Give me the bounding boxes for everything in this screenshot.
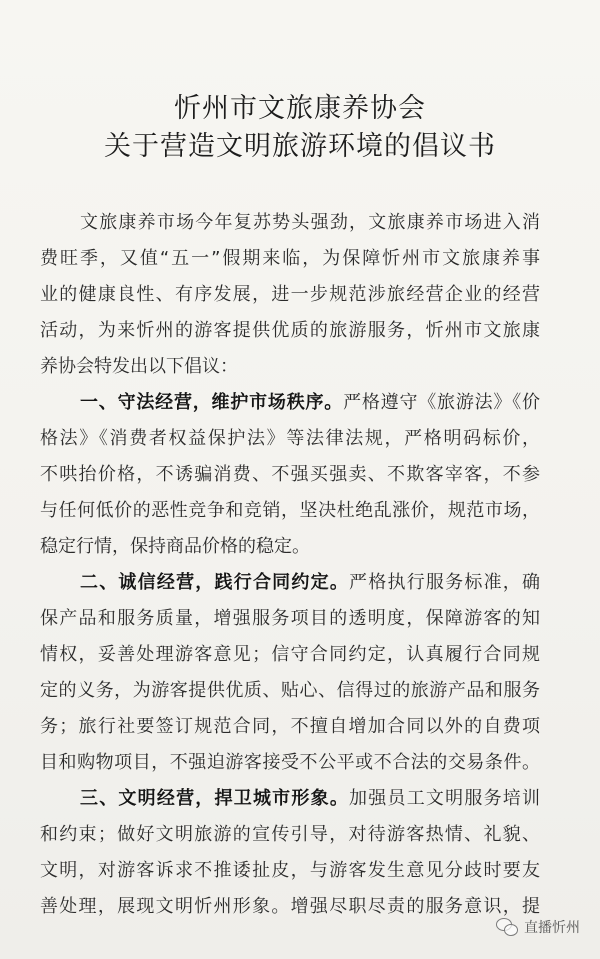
- watermark-text: 直播忻州: [524, 920, 580, 936]
- body-line: 目和购物项目，不强迫游客接受不公平或不合法的交易条件。: [40, 752, 540, 773]
- body-line: 定的义务，为游客提供优质、贴心、信得过的旅游产品和服务: [40, 680, 540, 701]
- body-line: 情权，妥善处理游客意见；信守合同约定，认真履行合同规: [40, 644, 540, 665]
- body-line: 活动，为来忻州的游客提供优质的旅游服务，忻州市文旅康: [40, 320, 540, 341]
- section-3-rest: 加强员工文明服务培训: [349, 788, 541, 809]
- watermark: [496, 917, 580, 937]
- document-title-line2: 关于营造文明旅游环境的倡议书: [104, 131, 496, 162]
- body-line: 文旅康养市场今年复苏势头强劲，文旅康养市场进入消: [80, 212, 540, 233]
- section-1-heading: 一、守法经营，维护市场秩序。: [80, 392, 344, 413]
- body-line: 费旺季，又值“五一”假期来临，为保障忻州市文旅康养事: [40, 248, 540, 269]
- section-2-heading: 二、诚信经营，践行合同约定。: [80, 572, 350, 593]
- section-2-rest: 严格执行服务标准，确: [349, 572, 541, 593]
- section-1-line: [80, 392, 540, 414]
- wechat-icon: [496, 918, 518, 936]
- body-line: 与任何低价的恶性竞争和竞销，坚决杜绝乱涨价，规范市场，: [40, 500, 540, 521]
- body-line: 业的健康良性、有序发展，进一步规范涉旅经营企业的经营: [40, 284, 540, 305]
- body-line: 养协会特发出以下倡议：: [40, 356, 238, 377]
- section-3-heading: 三、文明经营，捍卫城市形象。: [80, 788, 350, 809]
- body-line: 稳定行情，保持商品价格的稳定。: [40, 536, 310, 557]
- body-line: 不哄抬价格，不诱骗消费、不强买强卖、不欺客宰客，不参: [40, 464, 540, 485]
- body-line: 保产品和服务质量，增强服务项目的透明度，保障游客的知: [40, 608, 540, 629]
- section-3-line: [80, 788, 540, 810]
- section-1-rest: 严格遵守《旅游法》《价: [343, 392, 541, 413]
- document-title-line1: 忻州市文旅康养协会: [174, 93, 426, 124]
- section-2-line: [80, 572, 540, 594]
- body-line: 文明，对游客诉求不推诿扯皮，与游客发生意见分歧时要友: [40, 860, 540, 881]
- body-line: 和约束；做好文明旅游的宣传引导，对待游客热情、礼貌、: [40, 824, 540, 845]
- body-line: 格法》《消费者权益保护法》等法律法规，严格明码标价，: [40, 428, 540, 449]
- body-line: 务；旅行社要签订规范合同，不擅自增加合同以外的自费项: [40, 716, 540, 737]
- body-line: 善处理，展现文明忻州形象。增强尽职尽责的服务意识，提: [40, 896, 540, 917]
